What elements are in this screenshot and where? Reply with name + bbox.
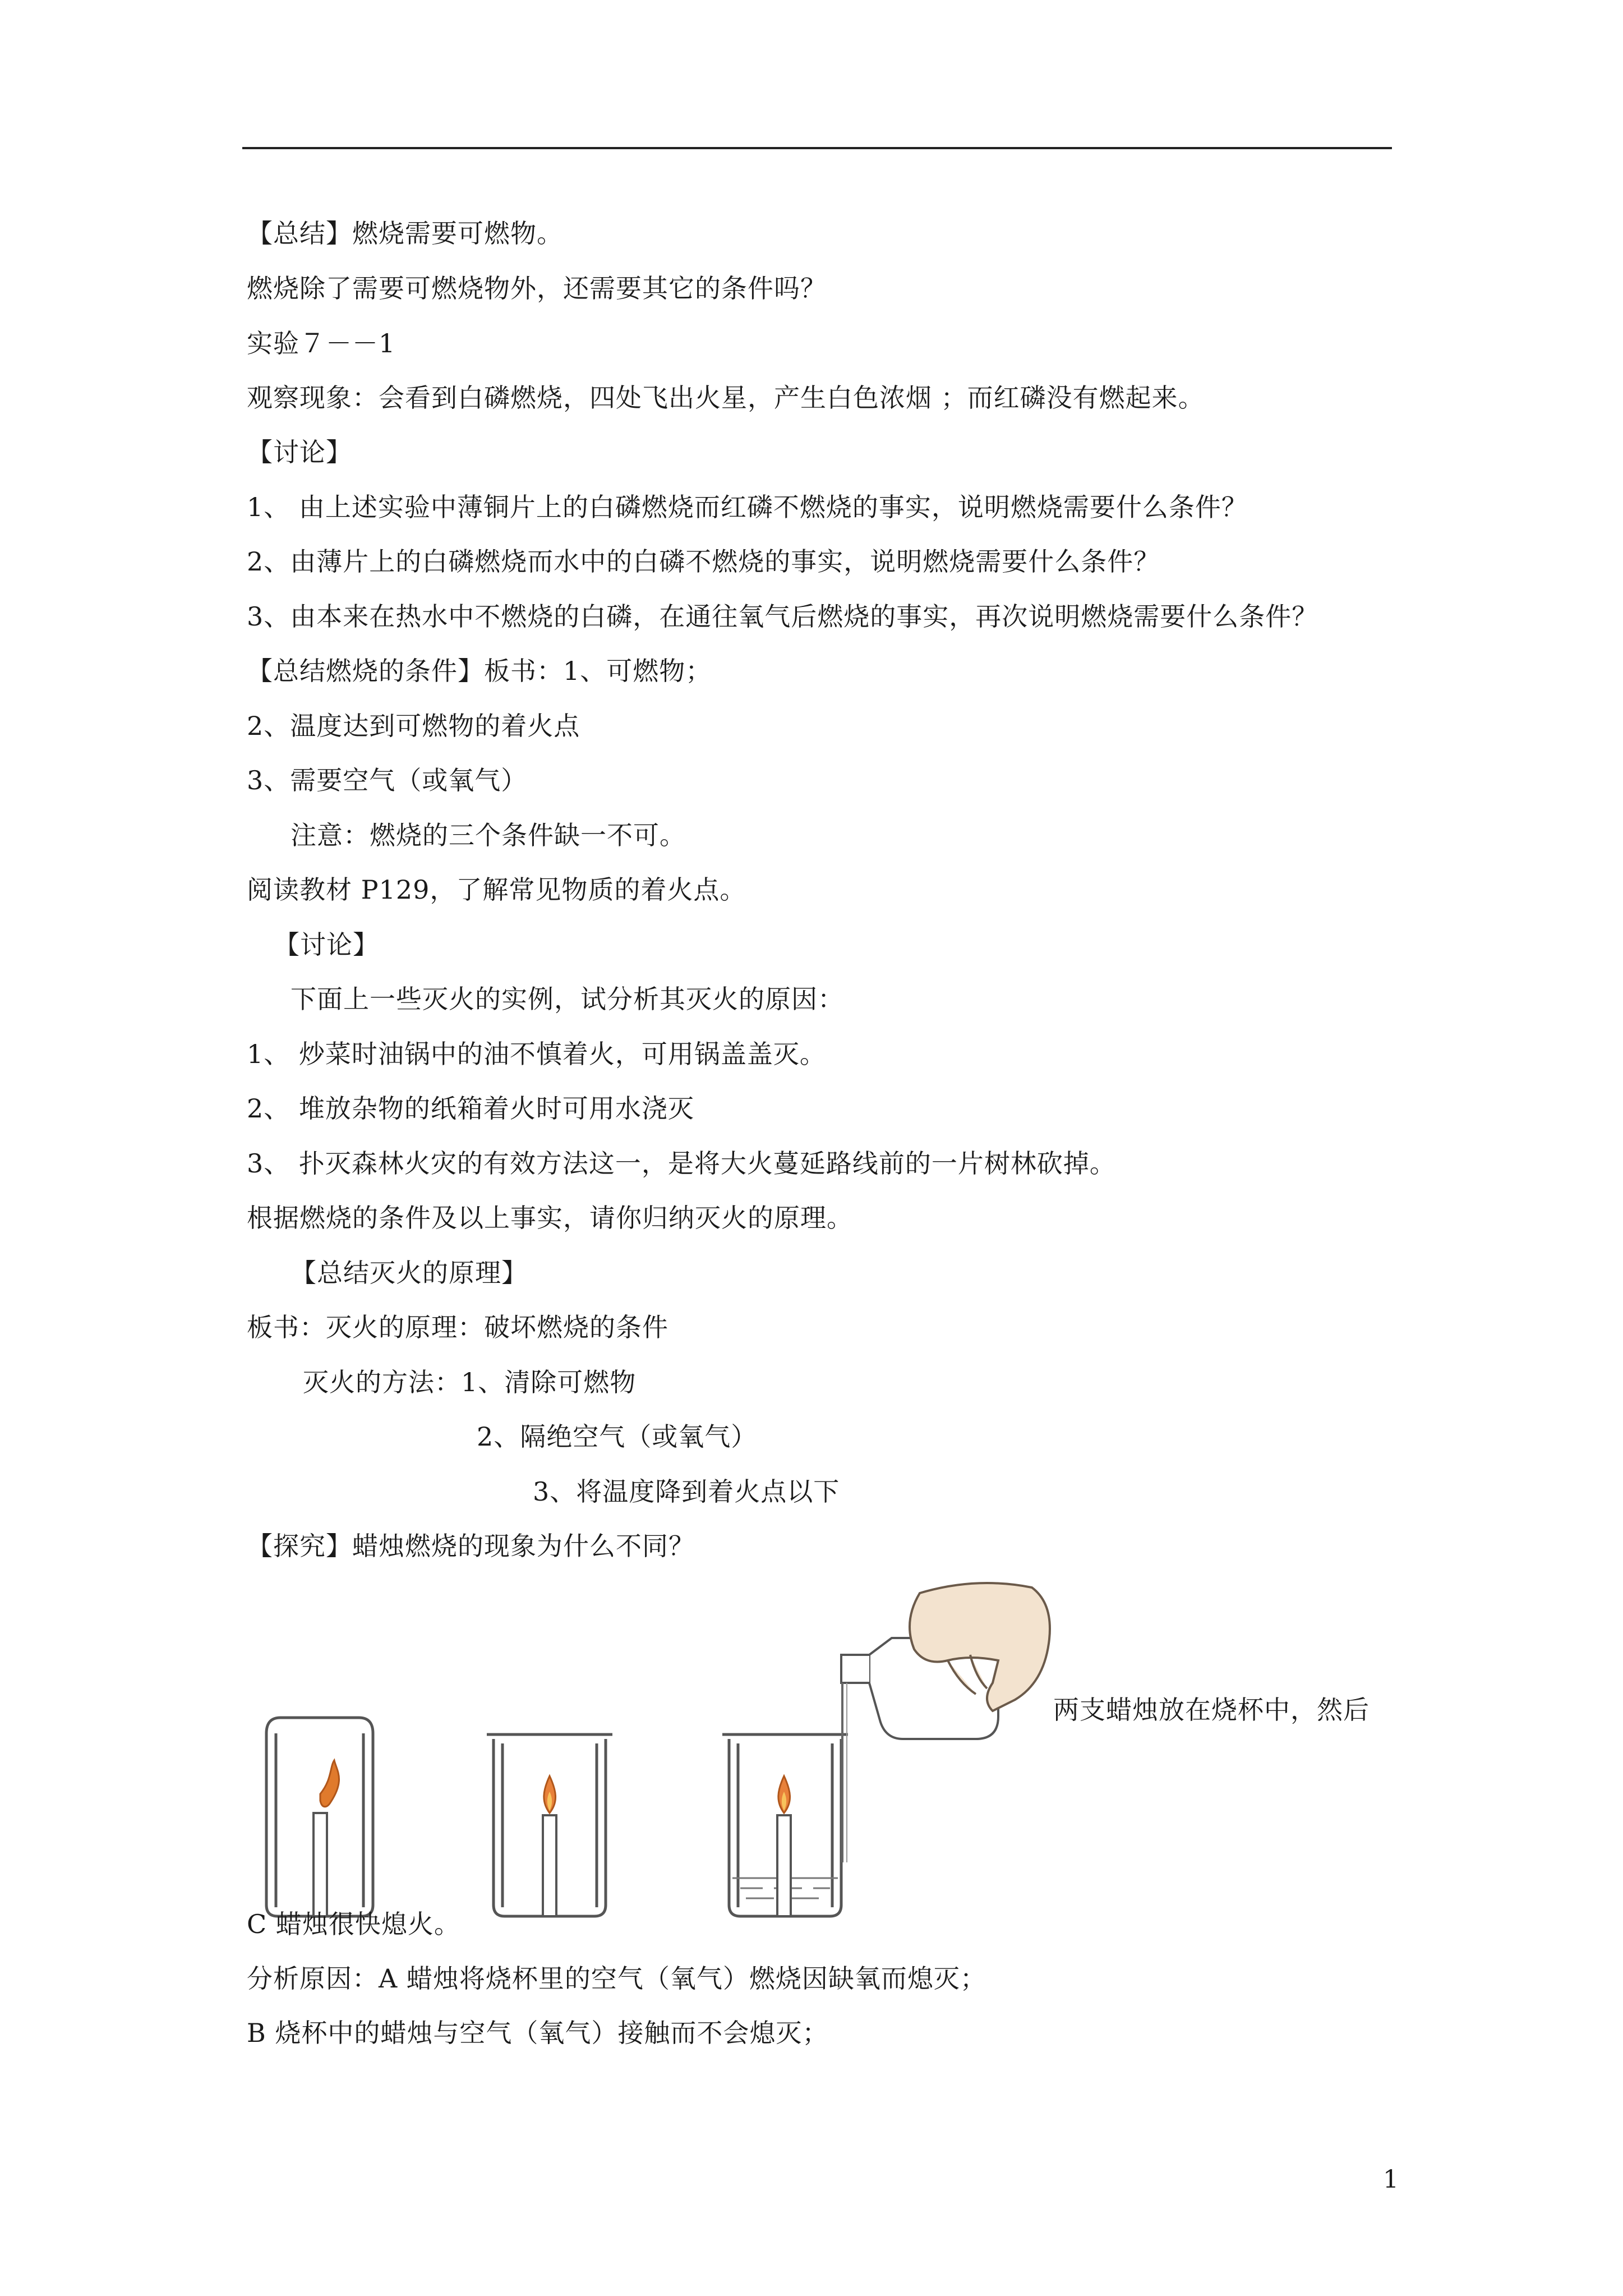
extinguish-principle: 板书：灭火的原理：破坏燃烧的条件 bbox=[247, 1312, 668, 1342]
extinguish-example-2: 2、 堆放杂物的纸箱着火时可用水浇灭 bbox=[247, 1093, 694, 1124]
note-conditions: 注意：燃烧的三个条件缺一不可。 bbox=[291, 820, 686, 850]
extinguish-method-2: 2、隔绝空气（或氧气） bbox=[477, 1421, 758, 1452]
discussion-q3: 3、由本来在热水中不燃烧的白磷，在通往氧气后燃烧的事实，再次说明燃烧需要什么条件？ bbox=[247, 601, 1318, 632]
question-other-conditions: 燃烧除了需要可燃烧物外，还需要其它的条件吗？ bbox=[247, 273, 827, 303]
discussion-q2: 2、由薄片上的白磷燃烧而水中的白磷不燃烧的事实，说明燃烧需要什么条件？ bbox=[247, 546, 1160, 577]
extinguish-intro: 下面上一些灭火的实例，试分析其灭火的原因： bbox=[291, 984, 844, 1014]
condition-3: 3、需要空气（或氧气） bbox=[247, 765, 528, 795]
reading-assignment: 阅读教材 P129，了解常见物质的着火点。 bbox=[247, 875, 746, 905]
analysis-a: 分析原因：A 蜡烛将烧杯里的空气（氧气）燃烧因缺氧而熄灭； bbox=[247, 1963, 986, 1994]
candle-beaker-figure bbox=[247, 1571, 1066, 1930]
extinguish-principle-heading: 【总结灭火的原理】 bbox=[291, 1258, 528, 1288]
discussion-heading-1: 【讨论】 bbox=[247, 437, 352, 467]
extinguish-example-1: 1、 炒菜时油锅中的油不慎着火，可用锅盖盖灭。 bbox=[247, 1039, 826, 1069]
observation: 观察现象：会看到白磷燃烧，四处飞出火星，产生白色浓烟 ；而红磷没有燃起来。 bbox=[247, 383, 1205, 413]
combustion-conditions-summary: 【总结燃烧的条件】板书：1、可燃物； bbox=[247, 656, 712, 686]
analysis-b: B 烧杯中的蜡烛与空气（氧气）接触而不会熄灭； bbox=[247, 2018, 829, 2048]
condition-2: 2、温度达到可燃物的着火点 bbox=[247, 711, 580, 741]
discussion-heading-2: 【讨论】 bbox=[274, 930, 379, 960]
extinguish-method-3: 3、将温度降到着火点以下 bbox=[533, 1476, 840, 1507]
discussion-q1: 1、 由上述实验中薄铜片上的白磷燃烧而红磷不燃烧的事实，说明燃烧需要什么条件？ bbox=[247, 492, 1248, 522]
candle-c bbox=[777, 1815, 791, 1916]
candle-a bbox=[313, 1813, 327, 1916]
extinguish-example-3: 3、 扑灭森林火灾的有效方法这一，是将大火蔓延路线前的一片树林砍掉。 bbox=[247, 1148, 1116, 1179]
header-rule bbox=[242, 147, 1392, 149]
extinguish-prompt: 根据燃烧的条件及以上事实，请你归纳灭火的原理。 bbox=[247, 1203, 853, 1233]
candle-setup-text: 两支蜡烛放在烧杯中，然后 bbox=[1053, 1695, 1370, 1725]
summary-fuel: 【总结】燃烧需要可燃物。 bbox=[247, 218, 563, 249]
result-c: C 蜡烛很快熄火。 bbox=[247, 1909, 460, 1939]
experiment-label: 实验７－－1 bbox=[247, 328, 396, 358]
page-number: 1 bbox=[1383, 2165, 1399, 2194]
flame-a bbox=[320, 1760, 339, 1807]
extinguish-method-1: 灭火的方法：1、清除可燃物 bbox=[303, 1367, 637, 1397]
inquiry-heading: 【探究】蜡烛燃烧的现象为什么不同？ bbox=[247, 1531, 695, 1561]
candle-b bbox=[543, 1815, 556, 1916]
